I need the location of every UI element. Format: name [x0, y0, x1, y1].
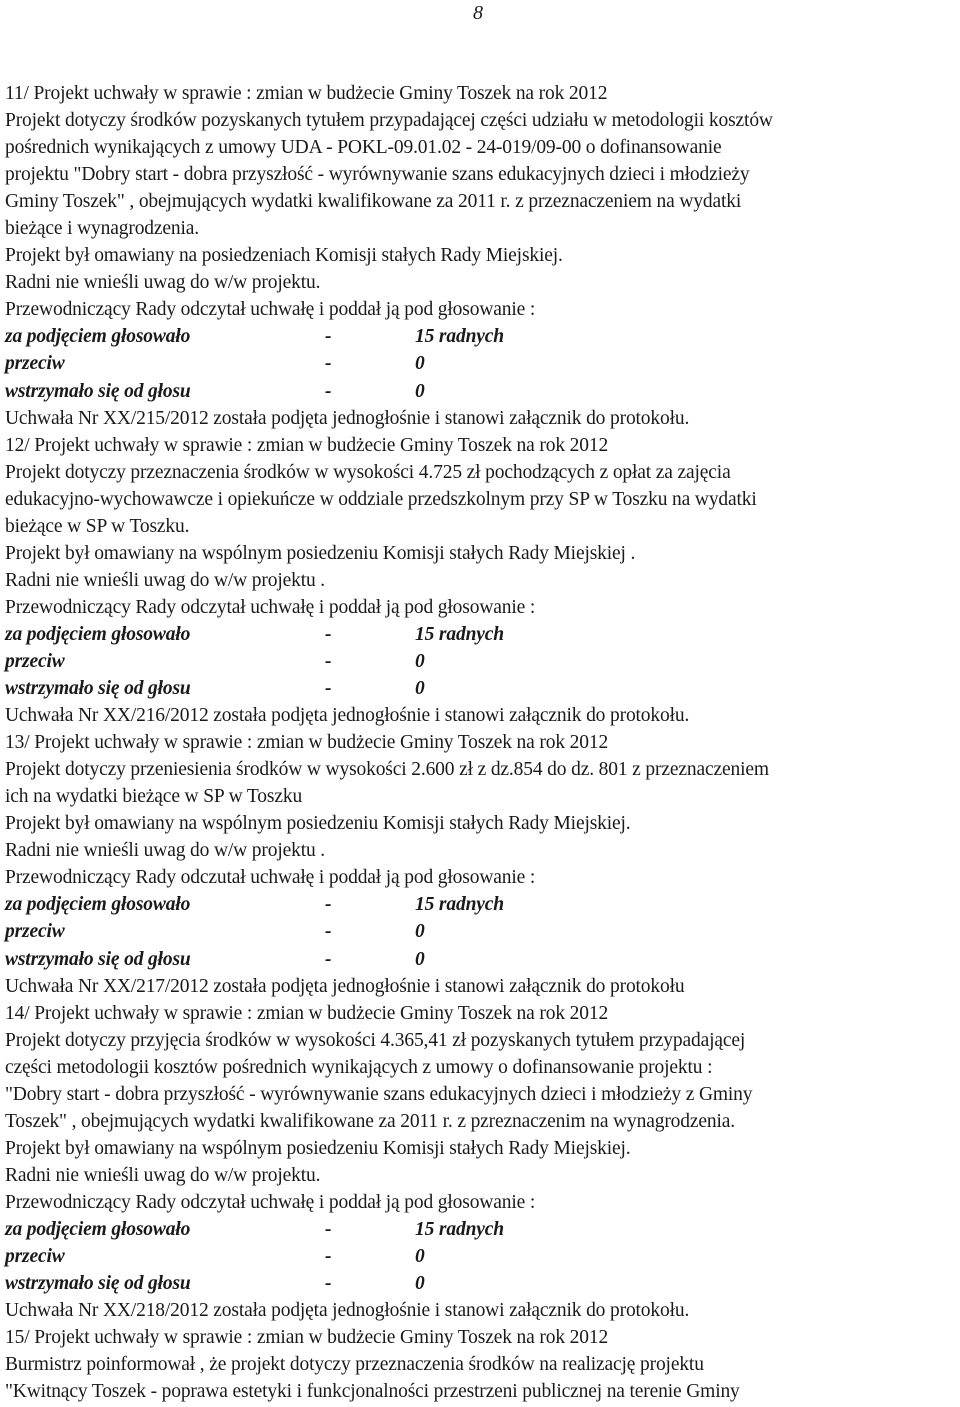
vote-label: za podjęciem głosowało: [5, 623, 191, 645]
resolution-result: Uchwała Nr XX/215/2012 została podjęta jednogłośnie i stanowi załącznik do protokołu.: [5, 407, 690, 429]
vote-value: 0: [415, 1273, 425, 1295]
vote-label: przeciw: [5, 650, 65, 672]
vote-row: [5, 1243, 950, 1270]
vote-dash: -: [325, 380, 332, 402]
paragraph-line: projektu "Dobry start - dobra przyszłość - wyrównywanie szans edukacyjnych dzieci i młodzieży: [5, 164, 750, 186]
paragraph-line: Projekt dotyczy przeznaczenia środków w wysokości 4.725 zł pochodzących z opłat za zajęcia: [5, 461, 731, 483]
vote-dash: -: [325, 1273, 332, 1295]
vote-value: 0: [415, 921, 425, 943]
vote-value: 15 radnych: [415, 894, 504, 916]
paragraph-line: bieżące w SP w Toszku.: [5, 515, 190, 537]
vote-row: [5, 918, 950, 945]
paragraph-line: Przewodniczący Rady odczytał uchwałę i poddał ją pod głosowanie :: [5, 299, 536, 321]
paragraph-line: "Dobry start - dobra przyszłość - wyrównywanie szans edukacyjnych dzieci i młodzieży z Gminy: [5, 1083, 753, 1105]
paragraph-line: Toszek" , obejmujących wydatki kwalifikowane za 2011 r. z pzreznaczenim na wynagrodzenia.: [5, 1110, 735, 1132]
vote-label: wstrzymało się od głosu: [5, 1273, 191, 1295]
paragraph-line: Radni nie wnieśli uwag do w/w projektu .: [5, 569, 326, 591]
vote-label: przeciw: [5, 921, 65, 943]
paragraph-line: Radni nie wnieśli uwag do w/w projektu.: [5, 272, 321, 294]
paragraph-line: Projekt był omawiany na wspólnym posiedzeniu Komisji stałych Rady Miejskiej .: [5, 542, 636, 564]
vote-value: 0: [415, 678, 425, 700]
paragraph-line: ich na wydatki bieżące w SP w Toszku: [5, 786, 303, 808]
paragraph-line: Projekt był omawiany na wspólnym posiedzeniu Komisji stałych Rady Miejskiej.: [5, 813, 631, 835]
vote-value: 15 radnych: [415, 623, 504, 645]
vote-row: [5, 648, 950, 675]
vote-label: za podjęciem głosowało: [5, 1218, 191, 1240]
resolution-result: Uchwała Nr XX/217/2012 została podjęta jednogłośnie i stanowi załącznik do protokołu: [5, 975, 685, 997]
paragraph-line: bieżące i wynagrodzenia.: [5, 218, 199, 240]
paragraph-line: "Kwitnący Toszek - poprawa estetyki i funkcjonalności przestrzeni publicznej na terenie Gminy: [5, 1381, 740, 1403]
vote-value: 0: [415, 650, 425, 672]
paragraph-line: pośrednich wynikających z umowy UDA - POKL-09.01.02 - 24-019/09-00 o dofinansowanie: [5, 137, 722, 159]
vote-row: [5, 621, 950, 648]
page-number: 8: [473, 2, 483, 24]
vote-label: za podjęciem głosowało: [5, 894, 191, 916]
vote-row: [5, 675, 950, 702]
resolution-heading: 15/ Projekt uchwały w sprawie : zmian w budżecie Gminy Toszek na rok 2012: [5, 1327, 609, 1349]
vote-value: 15 radnych: [415, 326, 504, 348]
paragraph-line: Przewodniczący Rady odczytał uchwałę i poddał ją pod głosowanie :: [5, 1191, 536, 1213]
vote-value: 15 radnych: [415, 1218, 504, 1240]
vote-dash: -: [325, 353, 332, 375]
vote-value: 0: [415, 1246, 425, 1268]
paragraph-line: Burmistrz poinformował , że projekt dotyczy przeznaczenia środków na realizację projektu: [5, 1354, 704, 1376]
paragraph-line: Projekt dotyczy środków pozyskanych tytułem przypadającej części udziału w metodologii kosztów: [5, 110, 773, 132]
vote-dash: -: [325, 326, 332, 348]
vote-dash: -: [325, 650, 332, 672]
paragraph-line: edukacyjno-wychowawcze i opiekuńcze w oddziale przedszkolnym przy SP w Toszku na wydatki: [5, 488, 757, 510]
paragraph-line: Projekt był omawiany na posiedzeniach Komisji stałych Rady Miejskiej.: [5, 245, 563, 267]
vote-label: wstrzymało się od głosu: [5, 948, 191, 970]
resolution-result: Uchwała Nr XX/216/2012 została podjęta jednogłośnie i stanowi załącznik do protokołu.: [5, 705, 690, 727]
paragraph-line: Przewodniczący Rady odczutał uchwałę i poddał ją pod głosowanie :: [5, 867, 536, 889]
paragraph-line: Radni nie wnieśli uwag do w/w projektu.: [5, 1164, 321, 1186]
document-body: [5, 80, 950, 1405]
vote-row: [5, 378, 950, 405]
vote-value: 0: [415, 380, 425, 402]
vote-dash: -: [325, 1246, 332, 1268]
resolution-heading: 11/ Projekt uchwały w sprawie : zmian w budżecie Gminy Toszek na rok 2012: [5, 83, 608, 104]
resolution-heading: 14/ Projekt uchwały w sprawie : zmian w budżecie Gminy Toszek na rok 2012: [5, 1002, 609, 1024]
vote-dash: -: [325, 948, 332, 970]
paragraph-line: Radni nie wnieśli uwag do w/w projektu .: [5, 840, 326, 862]
resolution-heading: 12/ Projekt uchwały w sprawie : zmian w budżecie Gminy Toszek na rok 2012: [5, 434, 609, 456]
paragraph-line: Przewodniczący Rady odczytał uchwałę i poddał ją pod głosowanie :: [5, 596, 536, 618]
resolution-result: Uchwała Nr XX/218/2012 została podjęta jednogłośnie i stanowi załącznik do protokołu.: [5, 1300, 690, 1322]
vote-row: [5, 350, 950, 377]
vote-dash: -: [325, 623, 332, 645]
vote-value: 0: [415, 353, 425, 375]
vote-dash: -: [325, 921, 332, 943]
vote-label: przeciw: [5, 1246, 65, 1268]
vote-row: [5, 946, 950, 973]
paragraph-line: Projekt był omawiany na wspólnym posiedzeniu Komisji stałych Rady Miejskiej.: [5, 1137, 631, 1159]
paragraph-line: Projekt dotyczy przeniesienia środków w wysokości 2.600 zł z dz.854 do dz. 801 z przeznaczeniem: [5, 759, 769, 781]
vote-dash: -: [325, 678, 332, 700]
resolution-heading: 13/ Projekt uchwały w sprawie : zmian w budżecie Gminy Toszek na rok 2012: [5, 732, 609, 754]
vote-row: [5, 891, 950, 918]
paragraph-line: Projekt dotyczy przyjęcia środków w wysokości 4.365,41 zł pozyskanych tytułem przypadającej: [5, 1029, 746, 1051]
vote-label: za podjęciem głosowało: [5, 326, 191, 348]
vote-dash: -: [325, 1218, 332, 1240]
vote-dash: -: [325, 894, 332, 916]
vote-label: wstrzymało się od głosu: [5, 380, 191, 402]
vote-row: [5, 1270, 950, 1297]
paragraph-line: Gminy Toszek" , obejmujących wydatki kwalifikowane za 2011 r. z przeznaczeniem na wydatki: [5, 191, 742, 213]
vote-label: przeciw: [5, 353, 65, 375]
vote-row: [5, 323, 950, 350]
vote-label: wstrzymało się od głosu: [5, 678, 191, 700]
paragraph-line: części metodologii kosztów pośrednich wynikających z umowy o dofinansowanie projektu :: [5, 1056, 713, 1078]
vote-row: [5, 1216, 950, 1243]
vote-value: 0: [415, 948, 425, 970]
